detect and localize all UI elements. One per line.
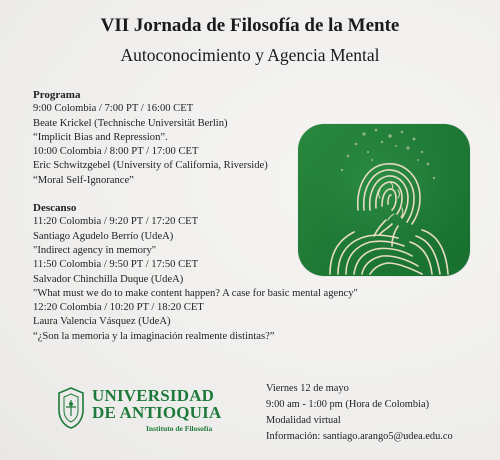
schedule-line: Beate Krickel (Technische Universität Berlin) [33, 117, 228, 129]
schedule-line: 11:50 Colombia / 9:50 PT / 17:50 CET [33, 259, 199, 271]
university-name-line1: UNIVERSIDAD [92, 386, 215, 405]
event-info [266, 381, 496, 445]
schedule-line: “Moral Self-Ignorance” [33, 174, 134, 186]
schedule-line: 12:20 Colombia / 10:20 PT / 18:20 CET [33, 302, 204, 314]
program-heading: Programa [33, 89, 81, 101]
university-logo [56, 386, 226, 436]
schedule-line: Laura Valencia Vásquez (UdeA) [33, 316, 171, 328]
schedule-line: 10:00 Colombia / 8:00 PT / 17:00 CET [33, 146, 199, 158]
schedule-line: Santiago Agudelo Berrío (UdeA) [33, 230, 174, 242]
event-date: Viernes 12 de mayo [266, 383, 349, 394]
schedule-line: "Indirect agency in memory" [33, 244, 157, 256]
schedule-line: 11:20 Colombia / 9:20 PT / 17:20 CET [33, 216, 199, 228]
fingerprint-head-icon [298, 124, 470, 276]
header [0, 14, 500, 66]
schedule-line: "What must we do to make content happen? A case for basic mental agency" [33, 287, 358, 299]
page-title: VII Jornada de Filosofía de la Mente [100, 15, 400, 36]
schedule-line: “¿Son la memoria y la imaginación realmente distintas?” [33, 330, 275, 342]
university-name-line2: DE ANTIOQUIA [92, 403, 222, 422]
institute-name: Instituto de Filosofía [146, 424, 213, 433]
university-seal-icon [56, 386, 86, 430]
schedule-line: Eric Schwitzgebel (University of California, Riverside) [33, 160, 268, 172]
schedule-line: “Implicit Bias and Repression”. [33, 131, 168, 143]
event-contact: Información: santiago.arango5@udea.edu.co [266, 431, 453, 442]
event-time: 9:00 am - 1:00 pm (Hora de Colombia) [266, 399, 430, 410]
schedule-line: 9:00 Colombia / 7:00 PT / 16:00 CET [33, 103, 194, 115]
page-subtitle: Autoconocimiento y Agencia Mental [120, 45, 380, 65]
descanso-heading: Descanso [33, 202, 77, 215]
schedule-line: Salvador Chinchilla Duque (UdeA) [33, 273, 184, 285]
event-mode: Modalidad virtual [266, 415, 341, 426]
